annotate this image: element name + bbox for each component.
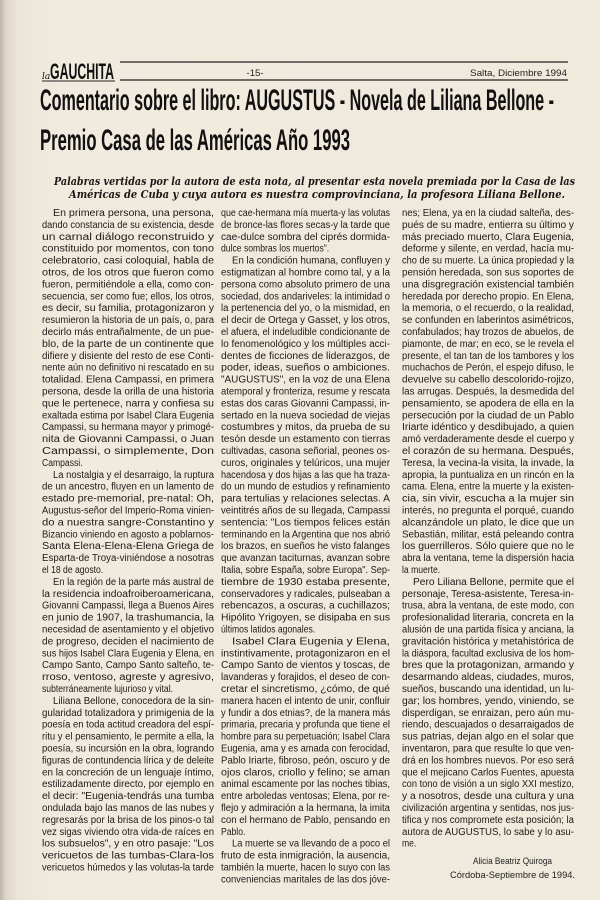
- text-line: tiembre de 1930 estaba presente,: [221, 576, 390, 588]
- text-line: regresarás por la brisa de los pinos-o tal: [42, 814, 214, 826]
- standfirst-line-1: Palabras vertidas por la autora de esta nota, al presentar esta novela premiada por la Casa de las: [53, 174, 576, 188]
- text-line: un carnal diálogo reconstruido y: [42, 231, 214, 243]
- signature-block: [400, 850, 580, 885]
- text-line: rroso, ventoso, agreste y agresivo,: [42, 672, 214, 684]
- text-line: alcanzándole un plato, le dice que un: [402, 517, 574, 529]
- text-line: Hipólito Yrigoyen, se disipaba en sus: [221, 612, 390, 624]
- text-line: la memoria, o el recuerdo, o la realidad,: [402, 303, 574, 315]
- text-line: autora de AUGUSTUS, lo sabe y lo asu-: [402, 826, 574, 838]
- text-line: inventaron, para que resulte lo que ven-: [402, 743, 574, 755]
- text-line: heredada por derecho propio. En Elena,: [402, 291, 574, 303]
- text-line: presente, el tan tan de los tambores y los: [402, 350, 574, 362]
- text-line: nes; Elena, ya en la ciudad salteña, des-: [402, 208, 574, 219]
- text-line: los subsuelos", y en otro pasaje: "Los: [42, 838, 214, 850]
- text-line: el decir: "Eugenia-tendrás una tumba: [42, 791, 215, 803]
- text-line: "AUGUSTUS", en la voz de una Elena: [221, 374, 391, 386]
- text-line: costumbres y mitos, da prueba de su: [221, 422, 390, 434]
- text-line: y fundir a dos etnias?, de la manera más: [221, 707, 390, 719]
- text-line: que le pertenece, narra y confiesa su: [42, 398, 214, 410]
- text-line: desarmando aldeas, ciudades, muros,: [402, 672, 574, 684]
- text-line: poesía en toda actitud creadora del espí-: [42, 719, 214, 731]
- text-line: gularidad totalizadora y primigenia de la: [42, 707, 215, 719]
- text-line: pensión heredada, son sus soportes de: [402, 267, 575, 279]
- text-line: tifica y nos compromete esta posición; la: [402, 814, 575, 826]
- text-line: amó verdaderamente desde el cuerpo y: [402, 434, 574, 446]
- text-line: sentencia: "Los tiempos felices están: [221, 517, 390, 529]
- text-line: los brazos, en sueños he visto falanges: [221, 541, 390, 553]
- paragraph: [42, 577, 214, 695]
- text-line: bres que la protagonizan, armando y: [402, 660, 574, 672]
- text-line: instintivamente, protagonizaron en el: [221, 648, 390, 660]
- text-line: Campassi, o simplemente, Don: [42, 446, 214, 457]
- text-line: Santa Elena-Elena-Elena Griega de: [42, 541, 215, 553]
- text-line: hombre para su perpetuación; Isabel Clara: [221, 731, 391, 743]
- article-column-3: [402, 205, 574, 885]
- headline-line-2: Premio Casa de las Américas Año 1993: [40, 124, 350, 157]
- text-line: fueron, permitiéndole a ella, como con-: [42, 279, 214, 291]
- text-line: sertado en la nueva sociedad de viejas: [221, 410, 390, 422]
- text-line: Teresa, la vecina-la visita, la invade, la: [402, 457, 575, 469]
- text-line: Italia, sobre España, sobre Europa". Sep-: [221, 565, 390, 576]
- text-line: vez sigas viviendo otra vida-de raíces en: [42, 826, 214, 838]
- text-line: el afuera, el indeludible condicionante de: [221, 327, 391, 338]
- article-column-2: [221, 205, 390, 885]
- article-headline: [0, 0, 590, 205]
- text-line: sus hijos Isabel Clara Eugenia y Elena, en: [42, 648, 214, 660]
- text-line: gravitación histórica y metahistórica de: [402, 636, 575, 648]
- text-line: exaltada estima por Isabel Clara Eugenia: [42, 410, 215, 422]
- headline-line-1: Comentario sobre el libro: AUGUSTUS - Novela de Liliana Bellone -: [40, 84, 554, 117]
- text-line: la residencia indoafroiberoamericana,: [42, 588, 214, 600]
- text-line: blo, de la parte de un continente que: [42, 338, 215, 350]
- text-line: persona, desde la orilla de una historia: [42, 386, 215, 398]
- text-line: conveniencias maritales de las dos jóve-: [221, 874, 390, 886]
- text-line: apropia, la puntualiza en un rincón en la: [402, 469, 575, 481]
- text-line: abra la ventana, teme la dispersión hacia: [402, 553, 575, 565]
- text-line: veintitrés años de su llegada, Campassi: [221, 505, 390, 517]
- text-line: para tertulias y relaciones selectas. A: [221, 493, 391, 505]
- text-line: cia, sin vivir, escucha a la mujer sin: [402, 493, 574, 505]
- logo-prefix: la: [42, 72, 51, 82]
- text-line: cretar el sincretismo, ¿cómo, de qué: [221, 684, 391, 695]
- paragraph: [221, 256, 391, 636]
- text-line: curos, originales y telúricos, una mujer: [221, 457, 391, 469]
- text-line: primaria, precaria y profunda que tiene el: [221, 719, 390, 731]
- text-line: estado pre-memorial, pre-natal: Oh,: [42, 493, 214, 505]
- text-line: animal escamente por las noches tibias,: [221, 779, 390, 791]
- text-line: otros, de los otros que fueron como: [42, 267, 215, 279]
- text-line: la pertenencia del yo, o la mismidad, en: [221, 303, 390, 315]
- text-line: Campassi, su hermana mayor y primogé-: [42, 422, 214, 434]
- text-line: terminando en la Argentina que nos abrió: [221, 529, 391, 541]
- text-line: con el hermano de Pablo, pensando en: [221, 814, 390, 826]
- text-line: más preciado muerto, Clara Eugenia,: [402, 231, 574, 243]
- text-line: que el mejicano Carlos Fuentes, apuesta: [402, 767, 575, 779]
- text-line: La nostalgia y el desarraigo, la ruptura: [53, 469, 215, 481]
- text-line: civilización argentina y sentidas, nos jus-: [402, 803, 574, 814]
- text-line: trusa, abra la ventana, de este modo, con: [402, 600, 574, 612]
- text-line: totalidad. Elena Campassi, en primera: [42, 374, 215, 386]
- text-line: con tono de visión a un siglo XXI mestizo,: [402, 779, 574, 791]
- text-line: piamonte, de mar; en eco, se le revela el: [402, 338, 574, 350]
- text-line: pensamiento, se apodera de ella en la: [402, 398, 575, 410]
- text-line: hacendosa y dos hijas a las que ha traza-: [221, 469, 390, 481]
- newspaper-logo: GAUCHITA: [50, 59, 115, 84]
- paragraph: [402, 208, 574, 576]
- text-line: muchachos de Perón, el espejo difuso, le: [402, 362, 575, 374]
- text-line: cultivadas, casona señorial, peones os-: [221, 446, 390, 457]
- paragraph: [42, 208, 214, 469]
- text-line: necesidad de asentamiento y el objetivo: [42, 624, 215, 636]
- text-line: En primera persona, una persona,: [53, 208, 214, 219]
- text-line: Pero Liliana Bellone, permite que el: [413, 576, 574, 588]
- text-line: manera hacen el intento de unir, confluir: [221, 695, 391, 707]
- text-line: sus patrias, dejan algo en el solar que: [402, 731, 575, 743]
- text-line: Augustus-señor del Imperio-Roma vinien-: [42, 505, 214, 517]
- text-line: drá en los hombres nuevos. Por eso será: [402, 755, 575, 767]
- article-column-1: [42, 205, 214, 885]
- paragraph: [402, 577, 574, 850]
- text-line: dulce sombras los muertos".: [221, 243, 330, 255]
- author-name: Alicia Beatriz Quiroga: [473, 856, 552, 866]
- text-line: el corazón de su hermana. Después,: [402, 446, 574, 457]
- text-line: figuras de contundencia lírica y de deleite: [42, 755, 215, 767]
- text-line: personaje, Teresa-asistente, Teresa-in-: [402, 588, 574, 600]
- text-line: me.: [402, 838, 417, 850]
- text-line: sueños, buscando una identidad, un lu-: [402, 684, 574, 695]
- text-line: Campo Santo de vientos y toscas, de: [221, 660, 391, 672]
- text-line: Pablo.: [221, 826, 246, 838]
- text-line: persona como absoluto primero de una: [221, 279, 391, 291]
- text-line: se confunden en laberintos asimétricos,: [402, 315, 574, 327]
- text-line: disperdigan, se enraizan, pero aún mu-: [402, 707, 574, 719]
- text-line: atemporal y fronteriza, resume y rescata: [221, 386, 391, 398]
- text-line: cho de su muerte. La única propiedad y la: [402, 255, 575, 267]
- text-line: vericuetos húmedos y las volutas-la tarde: [42, 862, 215, 874]
- text-line: gar; los hombres, yendo, viniendo, se: [402, 695, 575, 707]
- text-line: de un ancestro, fluyen en un lamento de: [42, 481, 215, 493]
- text-line: ondulada bajo las manos de las nubes y: [42, 803, 214, 814]
- text-line: fruto de esta inmigración, la ausencia,: [221, 850, 390, 862]
- text-line: do a nuestra sangre-Constantino y: [42, 517, 214, 529]
- text-line: poder, ideas, sueños o ambiciones.: [221, 362, 390, 374]
- text-line: estas dos caras Giovanni Campassi, in-: [221, 398, 390, 410]
- text-line: secuencia, ser como fue; ellos, los otros,: [42, 291, 214, 303]
- text-line: de progreso, deciden el nacimiento de: [42, 636, 215, 648]
- dateline: Salta, Diciembre 1994: [470, 68, 567, 79]
- text-line: resumieron la historia de un país, o, para: [42, 315, 215, 327]
- text-line: dentes de ficciones de liderazgos, de: [221, 350, 391, 362]
- text-line: nente aún no definitivo ni rescatado en su: [42, 362, 214, 374]
- text-line: devuelve su cabello descolorido-rojizo,: [402, 374, 574, 386]
- text-line: rebencazos, a oscuras, a cuchillazos;: [221, 600, 390, 612]
- paragraph: [221, 636, 391, 837]
- text-line: últimos latidos agonales.: [221, 624, 316, 636]
- text-line: también la muerte, hacen lo suyo con las: [221, 862, 390, 874]
- text-line: en junio de 1907, la trashumancia, la: [42, 612, 215, 624]
- text-line: interés, no pregunta el porqué, cuando: [402, 505, 575, 517]
- text-line: La muerte se va llevando de a poco el: [232, 838, 390, 850]
- text-line: Liliana Bellone, conocedora de la sin-: [53, 695, 214, 707]
- text-line: que avanzan taciturnas, avanzan sobre: [221, 553, 391, 565]
- text-line: ritu y el pensamiento, le permite a ella, la: [42, 731, 215, 743]
- text-line: cae-dulce sombra del ciprés dormida-: [221, 231, 390, 243]
- text-line: las arrugas. Después, la desmedida del: [402, 386, 574, 398]
- text-line: Eugenia, ama y es amada con ferocidad,: [221, 743, 390, 755]
- text-line: subterráneamente lujurioso y vital.: [42, 684, 173, 695]
- text-line: Esparta-de Troya-viniéndose a nosotras: [42, 553, 214, 565]
- text-line: En la región de la parte más austral de: [53, 576, 215, 588]
- text-line: alusión de una partida física y anciana, la: [402, 624, 575, 636]
- paragraph: [42, 470, 214, 576]
- text-line: la diáspora, facultad exclusiva de los hom-: [402, 648, 574, 660]
- text-line: riendo, descuajados o desarraigados de: [402, 719, 575, 731]
- text-line: estigmatizan al hombre como tal, y a la: [221, 267, 391, 279]
- text-line: difiere y disiente del resto de ese Conti-: [42, 350, 214, 362]
- text-line: Pablo Iriarte, fibroso, peón, oscuro y de: [221, 755, 391, 767]
- text-line: decirlo más entrañalmente, de un pue-: [42, 327, 214, 338]
- text-line: nita de Giovanni Campassi, o Juan: [42, 434, 214, 446]
- text-line: conservadores y radicales, pulseaban a: [221, 588, 391, 600]
- text-line: Giovanni Campassi, llega a Buenos Aires: [42, 600, 214, 612]
- text-line: profesionalidad literaria, concreta en la: [402, 612, 575, 624]
- text-line: vericuetos de las tumbas-Clara-los: [42, 850, 214, 862]
- paragraph: [221, 208, 390, 255]
- text-line: lo fenomenológico y los múltiples acci-: [221, 338, 390, 350]
- text-line: sociedad, dos andariveles: la intimidad o: [221, 291, 391, 303]
- standfirst-line-2: Américas de Cuba y cuya autora es nuestra comprovinciana, la profesora Liliana Bellone.: [68, 187, 565, 201]
- paragraph: [42, 696, 214, 874]
- text-line: y a nosotros, desde una cultura y una: [402, 791, 575, 803]
- text-line: los guerrilleros. Sólo quiere que no le: [402, 541, 575, 553]
- page-number: -15-: [246, 68, 264, 79]
- text-line: que cae-hermana mía muerta-y las volutas: [221, 208, 390, 219]
- text-line: deforme y silente, en verdad, hacía mu-: [402, 243, 574, 255]
- place-date: Córdoba-Septiembre de 1994.: [450, 870, 575, 880]
- text-line: confabulados; hay trozos de abuelos, de: [402, 327, 575, 338]
- text-line: en la concreción de un lenguaje íntimo,: [42, 767, 214, 779]
- text-line: celebratorio, casi coloquial, habla de: [42, 255, 215, 267]
- text-line: poesía, su incursión en la obra, logrando: [42, 743, 215, 755]
- text-line: una disgregración existencial también: [402, 279, 574, 291]
- text-line: do un mundo de estudios y refinamiento: [221, 481, 391, 493]
- text-line: el decir de Ortega y Gasset, y los otros,: [221, 315, 390, 327]
- text-line: persecución por la ciudad de un Pablo: [402, 410, 575, 422]
- text-line: es decir, su familia, protagonizaron y: [42, 303, 214, 315]
- paragraph: [221, 839, 390, 886]
- text-line: Isabel Clara Eugenia y Elena,: [232, 636, 390, 648]
- text-line: de bronce-las flores secas-y la tarde que: [221, 219, 391, 231]
- text-line: ojos claros, criollo y felino; se aman: [221, 767, 390, 779]
- text-line: el 18 de agosto.: [42, 565, 104, 576]
- text-line: Campo Santo, Campo Santo salteño, te-: [42, 660, 214, 672]
- text-line: flejo y admiración a la hermana, la imita: [221, 803, 391, 814]
- text-line: tesón desde un estamento con tierras: [221, 434, 390, 446]
- text-line: Sebastián, militar, está peleando contra: [402, 529, 575, 541]
- text-line: entre arboledas ventosas; Elena, por re-: [221, 791, 390, 803]
- text-line: pués de su madre, entierra su último y: [402, 219, 574, 231]
- text-line: Iriarte idéntico y desdibujado, a quien: [402, 422, 574, 434]
- text-line: la muerte.: [402, 565, 441, 576]
- text-line: En la condición humana, confluyen y: [232, 255, 390, 267]
- text-line: cama. Elena, entre la muerte y la existen-: [402, 481, 574, 493]
- text-line: lavanderas y forajidos, el deseo de con-: [221, 672, 390, 684]
- text-line: estilizadamente directo, por ejemplo en: [42, 779, 214, 791]
- text-line: dando constancia de su existencia, desde: [42, 219, 215, 231]
- text-line: Campassi.: [42, 457, 83, 469]
- text-line: constituido por momentos, con tono: [42, 243, 215, 255]
- text-line: Bizancio viniendo en agosto a poblarnos-: [42, 529, 214, 541]
